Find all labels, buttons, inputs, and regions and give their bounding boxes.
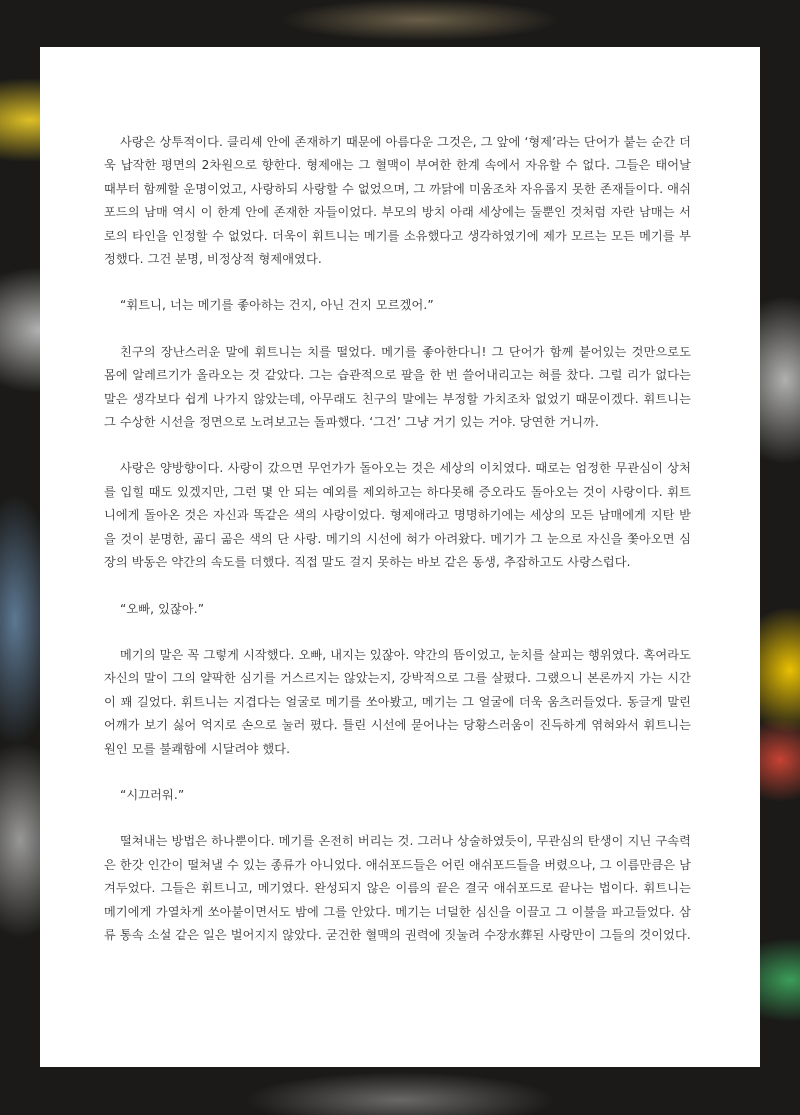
paragraph-3: 사랑은 양방향이다. 사랑이 갔으면 무언가가 돌아오는 것은 세상의 이치였다. 때로는 엄정한 무관심이 상처를 입힐 때도 있겠지만, 그런 몇 안 되는 예외를 제외하고는 하다못해 증오라도 돌아오는 것이 사랑이다. 휘트니에게 돌아온 것은 자신과 똑같은 색의 사랑이었다. 형제애라고 명명하기에는 세상의 모든 남매에게 지탄 받을 것이 분명한, 곪디 곪은 색의 단 사랑. 메기의 시선에 혀가 아려왔다. 메기가 그 눈으로 자신을 쫓아오면 심장의 박동은 약간의 속도를 더했다. 직접 말도 걸지 못하는 바보 같은 동생, 추잡하고도 사랑스럽다.	[104, 461, 691, 570]
dialogue-3: “시끄러워.”	[120, 787, 185, 802]
dialogue-1: “휘트니, 너는 메기를 좋아하는 건지, 아닌 건지 모르겠어.”	[120, 298, 434, 313]
paragraph-5: 떨쳐내는 방법은 하나뿐이다. 메기를 온전히 버리는 것. 그러나 상술하였듯이, 무관심의 탄생이 지닌 구속력은 한갓 인간이 떨쳐낼 수 있는 종류가 아니었다. 애쉬포드들은 어린 애쉬포드들을 버렸으나, 그 이름만큼은 남겨두었다. 그들은 휘트니고, 메기였다. 완성되지 않은 이름의 끝은 결국 애쉬포드로 끝나는 법이다. 휘트니는 메기에게 가열차게 쏘아붙이면서도 밤에 그를 안았다. 메기는 너덜한 심신을 이끌고 그 이불을 파고들었다. 삼류 통속 소설 같은 일은 벌어지지 않았다. 굳건한 혈맥의 권력에 짓눌려 수장水葬된 사랑만이 그들의 것이었다.	[104, 834, 691, 942]
paragraph-2: 친구의 장난스러운 말에 휘트니는 치를 떨었다. 메기를 좋아한다니! 그 단어가 함께 붙어있는 것만으로도 몸에 알레르기가 올라오는 것 같았다. 그는 습관적으로 팔을 한 번 쓸어내리고는 혀를 찼다. 그럴 리가 없다는 말은 생각보다 쉽게 나가지 않았는데, 아무래도 친구의 말에는 부정할 가치조차 없었기 때문이겠다. 휘트니는 그 수상한 시선을 정면으로 노려보고는 돌파했다. ‘그건’ 그냥 거기 있는 거야. 당연한 거니까.	[104, 344, 691, 430]
paragraph-4: 메기의 말은 꼭 그렇게 시작했다. 오빠, 내지는 있잖아. 약간의 뜸이었고, 눈치를 살피는 행위였다. 혹여라도 자신의 말이 그의 얄팍한 심기를 거스르지는 않았는지, 강박적으로 그를 살폈다. 그랬으니 본론까지 가는 시간이 꽤 길었다. 휘트니는 지겹다는 얼굴로 메기를 쏘아봤고, 메기는 그 얼굴에 더욱 움츠러들었다. 동글게 말린 어깨가 보기 싫어 억지로 손으로 눌러 폈다. 틀린 시선에 묻어나는 당황스러움이 진득하게 엮혀와서 휘트니는 원인 모를 불쾌함에 시달려야 했다.	[104, 647, 691, 756]
document-page	[40, 47, 760, 1067]
paragraph-1: 사랑은 상투적이다. 클리셰 안에 존재하기 때문에 아름다운 그것은, 그 앞에 ‘형제’라는 단어가 붙는 순간 더욱 납작한 평면의 2차원으로 향한다. 형제애는 그 혈맥이 부여한 한계 속에서 자유할 수 없다. 그들은 태어날 때부터 함께할 운명이었고, 사랑하되 사랑할 수 없었으며, 그 까닭에 미움조차 자유롭지 못한 존재들이다. 애쉬포드의 남매 역시 이 한계 안에 존재한 자들이었다. 부모의 방치 아래 세상에는 둘뿐인 것처럼 자란 남매는 서로의 타인을 인정할 수 없었다. 더욱이 휘트니는 메기를 소유했다고 생각하였기에 제가 모르는 모든 메기를 부정했다. 그건 분명, 비정상적 형제애였다.	[104, 135, 691, 267]
dialogue-2: “오빠, 있잖아.”	[120, 601, 205, 616]
